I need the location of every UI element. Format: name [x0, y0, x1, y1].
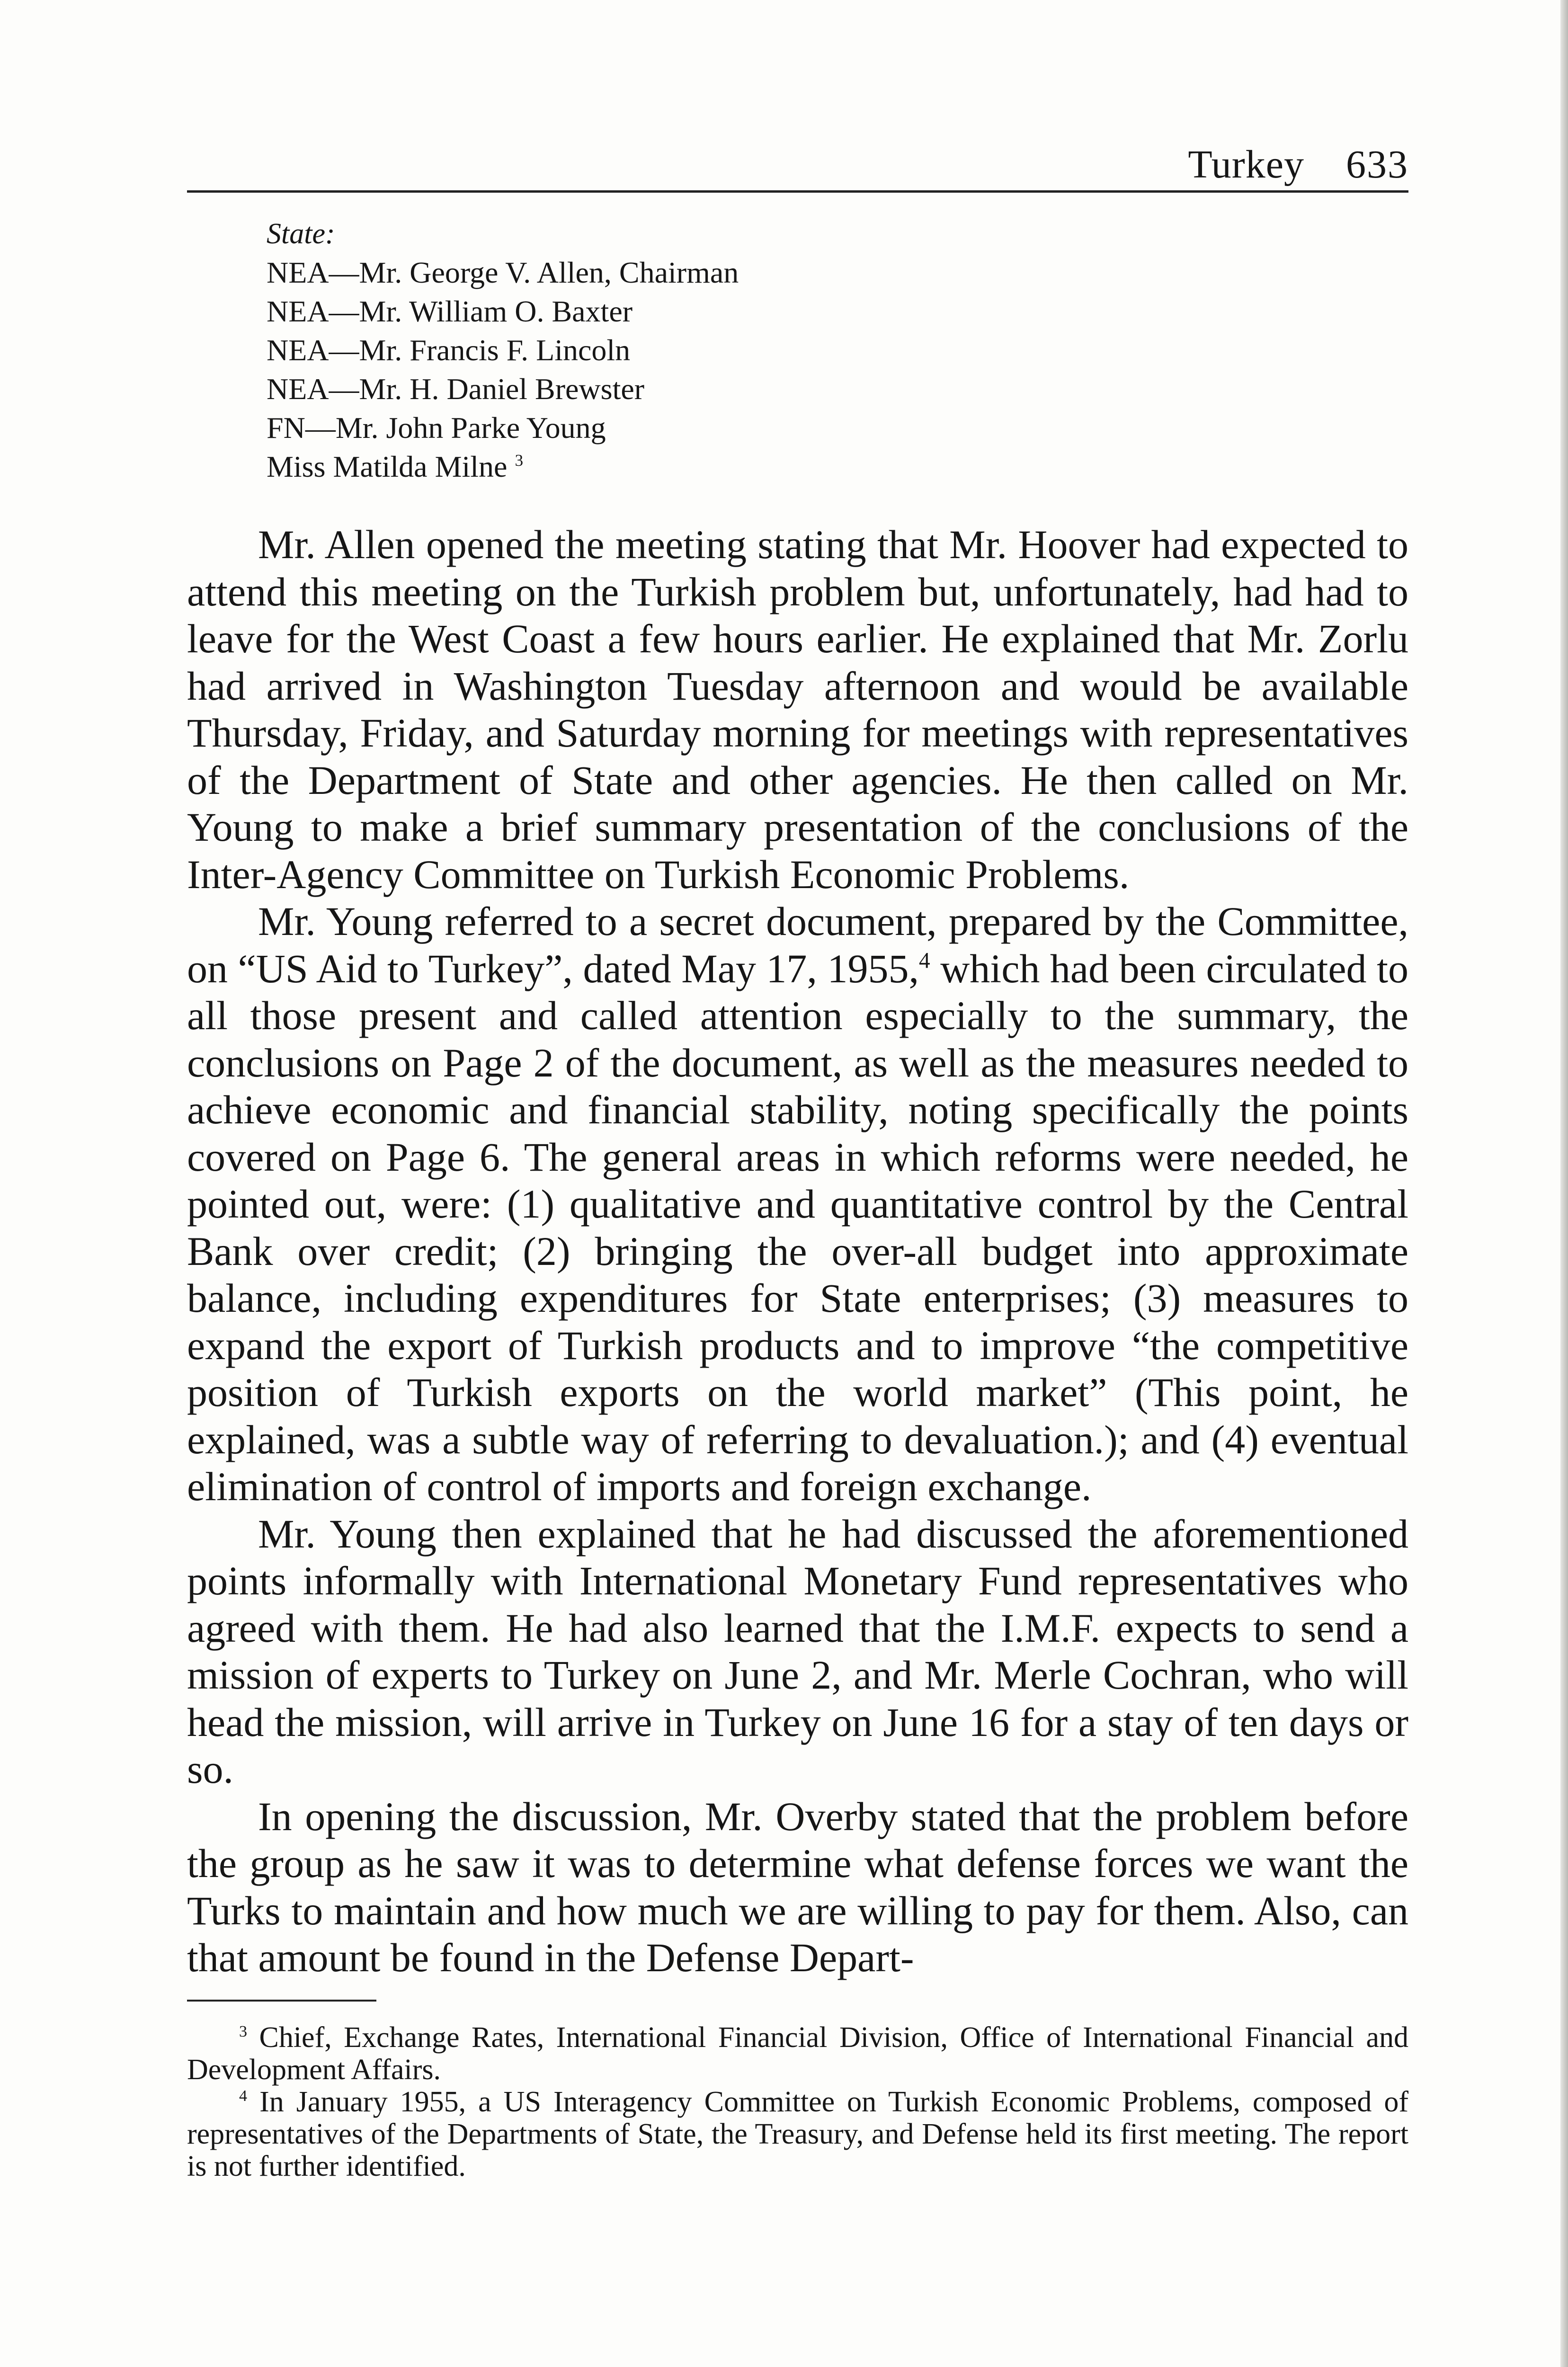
page-edge-shadow: [1560, 0, 1568, 2367]
body-text: [187, 521, 1408, 1982]
page-number: 633: [1346, 142, 1408, 187]
footnote-ref-4[interactable]: 4: [918, 948, 930, 973]
footnote-4: [187, 2086, 1408, 2182]
participant-row: FN—Mr. John Parke Young: [267, 411, 606, 445]
footnote-text: Chief, Exchange Rates, International Financial Division, Office of International Financial and Development Affairs.: [187, 2021, 1408, 2086]
footnote-number: 4: [239, 2087, 248, 2105]
participants-group-label: State:: [267, 218, 335, 250]
footnote-divider: [187, 2000, 376, 2002]
participants-list: [267, 214, 1408, 486]
paragraph-2-text-a: Mr. Young referred to a secret document, prepared by the Committee, on “US Aid to Turkey”, dated May 17, 1955,: [187, 899, 1408, 991]
participant-row: NEA—Mr. George V. Allen, Chairman: [267, 256, 739, 289]
paragraph-4: In opening the discussion, Mr. Overby stated that the problem before the group as he saw it was to determine what defense forces we want the Turks to maintain and how much we are willing to pay for them. Also, can that amount be found in the Defense Depart-: [187, 1793, 1408, 1980]
footnote-text: In January 1955, a US Interagency Committee on Turkish Economic Problems, composed of representatives of the Departments of State, the Treasury, and Defense held its first meeting. The report is not further identified.: [187, 2085, 1408, 2182]
footnote-ref-3[interactable]: 3: [515, 451, 524, 470]
paragraph-3: Mr. Young then explained that he had discussed the aforementioned points informally with International Monetary Fund representatives who agreed with them. He had also learned that the I.M.F. expects to send a mission of experts to Turkey on June 2, and Mr. Merle Cochran, who will head the mission, will arrive in Turkey on June 16 for a stay of ten days or so.: [187, 1511, 1408, 1792]
participant-row: NEA—Mr. H. Daniel Brewster: [267, 372, 645, 406]
participant-name: Miss Matilda Milne: [267, 450, 508, 483]
running-head: [187, 137, 1408, 193]
paragraph-1: Mr. Allen opened the meeting stating that Mr. Hoover had expected to attend this meeting on the Turkish problem but, unfortunately, had had to leave for the West Coast a few hours earlier. He explained that Mr. Zorlu had arrived in Washington Tuesday afternoon and would be available Thursday, Friday, and Saturday morning for meetings with representatives of the Department of State and other agencies. He then called on Mr. Young to make a brief summary presentation of the conclusions of the Inter-Agency Committee on Turkish Economic Problems.: [187, 522, 1408, 897]
running-head-title: Turkey: [1188, 142, 1304, 187]
participant-row-last: [267, 447, 1408, 486]
footnote-number: 3: [239, 2022, 248, 2040]
participant-row: NEA—Mr. Francis F. Lincoln: [267, 333, 631, 367]
participant-row: NEA—Mr. William O. Baxter: [267, 294, 633, 328]
paragraph-2: [187, 898, 1408, 1511]
footnote-3: [187, 2021, 1408, 2086]
document-page: [187, 137, 1408, 2182]
paragraph-2-text-b: which had been circulated to all those present and called attention especially to the summary, the conclusions on Page 2 of the document, as well as the measures needed to achieve economic and financial stability, noting specifically the points covered on Page 6. The general areas in which reforms were needed, he pointed out, were: (1) qualitative and quantitative control by the Central Bank over credit; (2) bringing the over-all budget into approximate balance, including expenditures for State enterprises; (3) measures to expand the export of Turkish products and to improve “the competitive position of Turkish exports on the world market” (This point, he explained, was a subtle way of referring to devaluation.); and (4) eventual elimination of control of imports and foreign exchange.: [187, 945, 1408, 1509]
